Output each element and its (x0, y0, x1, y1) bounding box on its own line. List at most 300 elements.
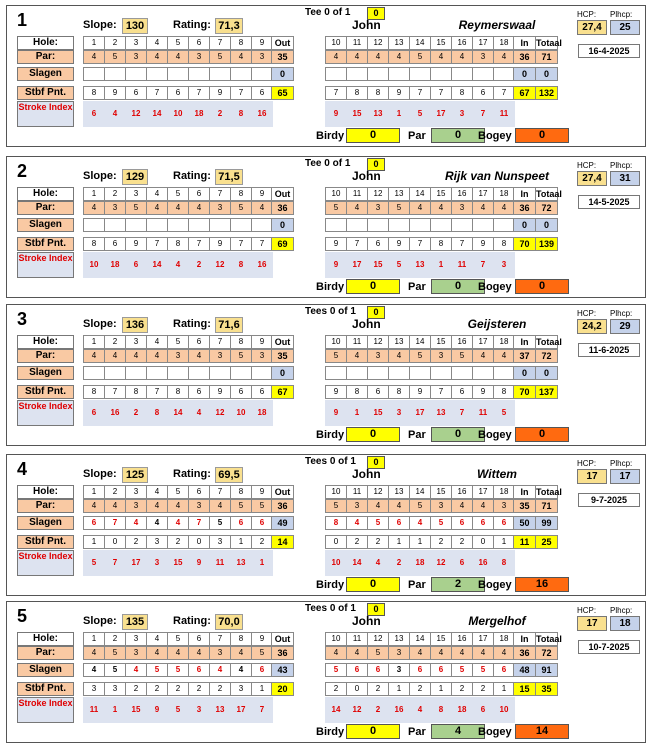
si-back-cell: 11 (493, 101, 515, 127)
slagen-in: 50 (513, 516, 536, 530)
hole-back-cell: 11 (346, 187, 368, 201)
hole-front-cell: 4 (146, 36, 168, 50)
stbf-back-cell: 6 (367, 237, 389, 251)
hole-front-cell: 9 (251, 36, 273, 50)
slagen-input-front-cell[interactable]: 4 (230, 663, 252, 677)
bogey-count: 0 (515, 427, 569, 442)
bogey-label: Bogey (478, 429, 512, 441)
slagen-input-back-cell[interactable] (409, 366, 431, 380)
slagen-input-front-cell[interactable]: 5 (146, 663, 168, 677)
hole-front-cell: 1 (83, 36, 105, 50)
si-back-cell: 17 (430, 101, 452, 127)
slagen-input-back-cell[interactable] (325, 218, 347, 232)
slagen-input-front-cell[interactable]: 4 (209, 663, 231, 677)
slagen-input-back-cell[interactable] (388, 366, 410, 380)
slagen-input-front-cell[interactable]: 6 (83, 516, 105, 530)
hole-front-cell: 3 (125, 485, 147, 499)
slagen-input-front-cell[interactable] (146, 366, 168, 380)
slagen-input-front-cell[interactable] (251, 67, 273, 81)
stbf-front-cell: 3 (104, 682, 126, 696)
par-front-cell: 5 (230, 201, 252, 215)
stbf-front-cell: 2 (167, 535, 189, 549)
slagen-input-back-cell[interactable] (346, 366, 368, 380)
slagen-input-back-cell[interactable]: 6 (346, 663, 368, 677)
si-front (83, 101, 273, 127)
slagen-input-back-cell[interactable] (472, 218, 494, 232)
si-front-cell: 2 (188, 252, 210, 278)
slagen-input-back-cell[interactable]: 6 (430, 663, 452, 677)
si-back (325, 252, 515, 278)
si-back-cell: 14 (325, 697, 347, 723)
hole-back-cell: 17 (472, 187, 494, 201)
par-front-cell: 3 (209, 349, 231, 363)
hole-back-cell: 15 (430, 632, 452, 646)
course-name: Mergelhof (468, 614, 526, 628)
slagen-input-back-cell[interactable] (430, 366, 452, 380)
slagen-input-back (325, 366, 515, 380)
si-front-cell: 13 (230, 550, 252, 576)
slagen-input-back-cell[interactable] (451, 366, 473, 380)
bogey-count: 0 (515, 279, 569, 294)
course-name: Wittem (477, 467, 517, 481)
tee-value: 0 (367, 306, 385, 319)
slagen-input-back-cell[interactable]: 5 (472, 663, 494, 677)
slagen-input-back-cell[interactable] (472, 366, 494, 380)
slagen-input-front-cell[interactable] (125, 67, 147, 81)
birdy-count: 0 (346, 427, 400, 442)
slagen-input-front-cell[interactable]: 4 (83, 663, 105, 677)
slagen-input-back-cell[interactable] (493, 366, 515, 380)
slagen-input-back-cell[interactable]: 4 (409, 516, 431, 530)
si-front-cell: 18 (251, 400, 273, 426)
si-back-cell: 17 (346, 252, 368, 278)
stbf-front-cell: 8 (167, 385, 189, 399)
slagen-input-front-cell[interactable] (251, 218, 273, 232)
slagen-input-back-cell[interactable]: 5 (451, 663, 473, 677)
par-back-cell: 4 (472, 349, 494, 363)
slagen-input-back-cell[interactable]: 3 (388, 663, 410, 677)
round-date: 11-6-2025 (578, 343, 640, 357)
totaal-label: Totaal (536, 634, 562, 644)
slagen-input-front-cell[interactable] (167, 218, 189, 232)
hole-front-cell: 5 (167, 632, 189, 646)
hole-front-cell: 4 (146, 335, 168, 349)
par-front (83, 349, 273, 363)
slagen-input-back-cell[interactable] (325, 366, 347, 380)
par-back-cell: 4 (325, 646, 347, 660)
slagen-input-front (83, 516, 273, 530)
si-front-cell: 10 (167, 101, 189, 127)
hole-front-cell: 8 (230, 36, 252, 50)
par-front-cell: 4 (146, 50, 168, 64)
si-back-cell: 15 (367, 252, 389, 278)
si-back-cell: 2 (367, 697, 389, 723)
stbf-back-cell: 1 (388, 535, 410, 549)
slagen-input-front (83, 218, 273, 232)
hole-back-cell: 10 (325, 632, 347, 646)
par-total: 72 (535, 201, 558, 215)
par-in: 37 (513, 349, 536, 363)
par-out: 35 (271, 349, 294, 363)
hole-back-cell: 11 (346, 485, 368, 499)
par-front-cell: 4 (230, 646, 252, 660)
slagen-input-back-cell[interactable] (493, 67, 515, 81)
bogey-label: Bogey (478, 130, 512, 142)
si-back-cell: 4 (367, 550, 389, 576)
slagen-input-back-cell[interactable] (451, 218, 473, 232)
slagen-input-back-cell[interactable]: 6 (493, 663, 515, 677)
par-back-cell: 3 (388, 646, 410, 660)
si-back-cell: 13 (409, 252, 431, 278)
hole-back-cell: 16 (451, 36, 473, 50)
stbf-back-cell: 1 (409, 535, 431, 549)
hcp-value: 17 (577, 616, 607, 631)
par-back-cell: 4 (346, 201, 368, 215)
slagen-input-front-cell[interactable] (188, 67, 210, 81)
par-front-cell: 4 (167, 50, 189, 64)
stbf-out: 69 (271, 237, 294, 251)
bogey-count: 0 (515, 128, 569, 143)
si-front-cell: 11 (209, 550, 231, 576)
hcp-label: HCP: (577, 309, 597, 318)
slagen-input-back-cell[interactable] (409, 67, 431, 81)
hole-back-cell: 16 (451, 335, 473, 349)
par-front (83, 201, 273, 215)
slagen-input-front-cell[interactable] (167, 366, 189, 380)
slagen-input-back-cell[interactable] (451, 67, 473, 81)
hole-row-label: Hole: (17, 485, 74, 499)
stbf-back-cell: 2 (367, 682, 389, 696)
stbf-back (325, 86, 515, 100)
slagen-input-front-cell[interactable] (188, 366, 210, 380)
par-back-cell: 4 (346, 646, 368, 660)
si-front-cell: 2 (125, 400, 147, 426)
hole-back-cell: 17 (472, 485, 494, 499)
slagen-input-front-cell[interactable] (209, 67, 231, 81)
in-label: In (513, 335, 536, 349)
slagen-input-back-cell[interactable]: 8 (325, 516, 347, 530)
hole-back-cell: 12 (367, 485, 389, 499)
hole-back-cell: 11 (346, 632, 368, 646)
stbf-front-cell: 3 (83, 682, 105, 696)
slagen-input-front-cell[interactable]: 6 (188, 663, 210, 677)
si-back-cell: 8 (430, 697, 452, 723)
slagen-input-front-cell[interactable] (146, 67, 168, 81)
hole-back-cell: 14 (409, 36, 431, 50)
slagen-input-front-cell[interactable]: 4 (167, 516, 189, 530)
hole-back-cell: 14 (409, 335, 431, 349)
par-stat-label: Par (408, 130, 426, 142)
slagen-input-front-cell[interactable]: 5 (209, 516, 231, 530)
hole-back-cell: 12 (367, 187, 389, 201)
slagen-input-front-cell[interactable]: 7 (104, 516, 126, 530)
hole-front-cell: 5 (167, 485, 189, 499)
si-back-cell: 18 (451, 697, 473, 723)
slagen-input-front-cell[interactable] (104, 218, 126, 232)
stbf-back-cell: 8 (493, 385, 515, 399)
slagen-in: 0 (513, 67, 536, 81)
birdy-label: Birdy (316, 579, 345, 591)
si-back-cell: 9 (325, 252, 347, 278)
in-label: In (513, 485, 536, 499)
stbf-front-cell: 7 (188, 86, 210, 100)
si-front-cell: 7 (251, 697, 273, 723)
par-back (325, 201, 515, 215)
slagen-input-front-cell[interactable] (83, 366, 105, 380)
slagen-input-back-cell[interactable]: 6 (409, 663, 431, 677)
round-date: 16-4-2025 (578, 44, 640, 58)
par-in: 35 (513, 499, 536, 513)
slagen-input-front-cell[interactable] (146, 218, 168, 232)
slagen-input-back-cell[interactable] (346, 218, 368, 232)
si-front-cell: 12 (209, 400, 231, 426)
si-back-cell: 12 (430, 550, 452, 576)
par-back-cell: 5 (451, 349, 473, 363)
par-in: 36 (513, 201, 536, 215)
slagen-input-back-cell[interactable]: 6 (472, 516, 494, 530)
stbf-back-cell: 6 (451, 385, 473, 399)
slagen-input-back-cell[interactable] (367, 67, 389, 81)
round-date: 9-7-2025 (578, 493, 640, 507)
hole-row-label: Hole: (17, 335, 74, 349)
hole-front (83, 485, 273, 499)
si-back-cell: 15 (346, 101, 368, 127)
slagen-input-back (325, 663, 515, 677)
slagen-input-back-cell[interactable]: 6 (493, 516, 515, 530)
slagen-input-back (325, 218, 515, 232)
slagen-input-front-cell[interactable]: 4 (125, 516, 147, 530)
par-back-cell: 5 (325, 201, 347, 215)
rating-label: Rating: (173, 468, 211, 480)
par-front-cell: 4 (125, 349, 147, 363)
hole-front-cell: 5 (167, 36, 189, 50)
stbf-front-cell: 3 (146, 535, 168, 549)
birdy-label: Birdy (316, 726, 345, 738)
si-front-cell: 7 (104, 550, 126, 576)
slagen-input-back-cell[interactable] (367, 218, 389, 232)
stbf-front-cell: 9 (209, 385, 231, 399)
slagen-input-back-cell[interactable]: 6 (367, 663, 389, 677)
hole-back-cell: 13 (388, 36, 410, 50)
hole-front-cell: 2 (104, 485, 126, 499)
round-number: 3 (17, 309, 28, 329)
round-number: 1 (17, 10, 28, 30)
stbf-out: 20 (271, 682, 294, 696)
stbf-row-label: Stbf Pnt. (17, 86, 74, 100)
par-back-cell: 4 (451, 646, 473, 660)
hole-front (83, 36, 273, 50)
slagen-input-front-cell[interactable] (104, 366, 126, 380)
out-label: Out (271, 335, 294, 349)
slagen-input-front-cell[interactable] (230, 366, 252, 380)
hole-front-cell: 4 (146, 485, 168, 499)
slagen-input-back-cell[interactable] (409, 218, 431, 232)
hole-back-cell: 12 (367, 335, 389, 349)
hole-front-cell: 6 (188, 335, 210, 349)
slagen-in: 48 (513, 663, 536, 677)
si-front-cell: 10 (83, 252, 105, 278)
stbf-out: 65 (271, 86, 294, 100)
slagen-input-back-cell[interactable] (325, 67, 347, 81)
par-front-cell: 4 (230, 50, 252, 64)
si-back-cell: 3 (451, 101, 473, 127)
par-count: 0 (431, 427, 485, 442)
hole-back (325, 36, 515, 50)
stbf-back-cell: 8 (493, 237, 515, 251)
stbf-row-label: Stbf Pnt. (17, 237, 74, 251)
si-back-cell: 10 (493, 697, 515, 723)
slope-value: 130 (122, 18, 148, 34)
slagen-input-back-cell[interactable] (430, 67, 452, 81)
in-label: In (513, 187, 536, 201)
par-total: 72 (535, 349, 558, 363)
slope-value: 135 (122, 614, 148, 630)
slagen-input-back-cell[interactable]: 5 (367, 516, 389, 530)
hcp-label: HCP: (577, 10, 597, 19)
stbf-in: 15 (513, 682, 536, 696)
stroke-index-row-label: Stroke Index (17, 550, 74, 576)
slagen-input-front (83, 67, 273, 81)
stbf-front-cell: 1 (251, 682, 273, 696)
par-front-cell: 4 (146, 499, 168, 513)
slagen-input-front-cell[interactable]: 7 (188, 516, 210, 530)
par-in: 36 (513, 646, 536, 660)
stbf-back (325, 385, 515, 399)
par-stat-label: Par (408, 726, 426, 738)
stroke-index-row-label: Stroke Index (17, 400, 74, 426)
slagen-input-front-cell[interactable] (251, 366, 273, 380)
par-back-cell: 5 (409, 50, 431, 64)
stroke-index-row-label: Stroke Index (17, 252, 74, 278)
slagen-input-front-cell[interactable]: 6 (251, 516, 273, 530)
slagen-input-back-cell[interactable]: 6 (451, 516, 473, 530)
si-front-cell: 14 (146, 101, 168, 127)
slagen-input-front-cell[interactable] (230, 218, 252, 232)
slagen-input-back-cell[interactable] (367, 366, 389, 380)
slagen-input-front-cell[interactable] (83, 218, 105, 232)
par-front-cell: 5 (125, 201, 147, 215)
hole-back-cell: 18 (493, 36, 515, 50)
stbf-out: 14 (271, 535, 294, 549)
stbf-front-cell: 7 (104, 385, 126, 399)
slagen-input-front-cell[interactable] (83, 67, 105, 81)
player-name: John (352, 317, 381, 331)
par-stat-label: Par (408, 429, 426, 441)
slagen-row-label: Slagen (17, 67, 74, 81)
slagen-input-back-cell[interactable] (388, 67, 410, 81)
slagen-input-front-cell[interactable] (230, 67, 252, 81)
slagen-input-back-cell[interactable] (472, 67, 494, 81)
hole-front-cell: 9 (251, 485, 273, 499)
stbf-out: 67 (271, 385, 294, 399)
rating-label: Rating: (173, 19, 211, 31)
slagen-input-front-cell[interactable] (125, 218, 147, 232)
hole-front-cell: 3 (125, 187, 147, 201)
hole-front-cell: 3 (125, 36, 147, 50)
round-date: 14-5-2025 (578, 195, 640, 209)
si-back (325, 697, 515, 723)
slagen-input-front-cell[interactable] (104, 67, 126, 81)
slagen-input-back-cell[interactable] (493, 218, 515, 232)
par-front-cell: 5 (230, 349, 252, 363)
stbf-front-cell: 8 (125, 385, 147, 399)
stbf-front-cell: 9 (209, 86, 231, 100)
slope-label: Slope: (83, 170, 117, 182)
hole-back (325, 335, 515, 349)
slagen-input-front-cell[interactable] (209, 366, 231, 380)
hole-front-cell: 6 (188, 187, 210, 201)
slagen-input-front-cell[interactable]: 6 (230, 516, 252, 530)
par-total: 72 (535, 646, 558, 660)
par-stat-label: Par (408, 579, 426, 591)
par-front-cell: 5 (104, 646, 126, 660)
stbf-total: 35 (535, 682, 558, 696)
slagen-input-back-cell[interactable] (430, 218, 452, 232)
hcp-label: HCP: (577, 606, 597, 615)
slagen-input-back-cell[interactable] (388, 218, 410, 232)
slagen-input-front-cell[interactable] (188, 218, 210, 232)
slagen-input-front-cell[interactable] (209, 218, 231, 232)
par-front-cell: 4 (251, 201, 273, 215)
slagen-input-back-cell[interactable]: 4 (346, 516, 368, 530)
par-front-cell: 3 (251, 50, 273, 64)
slagen-input-back-cell[interactable]: 6 (388, 516, 410, 530)
hole-front-cell: 2 (104, 335, 126, 349)
par-front-cell: 3 (251, 349, 273, 363)
bogey-count: 14 (515, 724, 569, 739)
stbf-front-cell: 7 (230, 86, 252, 100)
bogey-label: Bogey (478, 579, 512, 591)
slagen-input-front-cell[interactable] (125, 366, 147, 380)
si-front-cell: 14 (167, 400, 189, 426)
stbf-back-cell: 9 (325, 385, 347, 399)
hole-back-cell: 13 (388, 335, 410, 349)
par-back-cell: 4 (346, 50, 368, 64)
slagen-input-front-cell[interactable] (167, 67, 189, 81)
slagen-input-front-cell[interactable]: 5 (104, 663, 126, 677)
stbf-back-cell: 7 (430, 86, 452, 100)
stbf-back-cell: 9 (388, 86, 410, 100)
par-back (325, 646, 515, 660)
si-front-cell: 5 (83, 550, 105, 576)
slagen-input-back-cell[interactable]: 5 (430, 516, 452, 530)
par-front (83, 646, 273, 660)
hole-front (83, 187, 273, 201)
stbf-back-cell: 2 (472, 682, 494, 696)
slagen-input-front-cell[interactable]: 4 (125, 663, 147, 677)
stbf-total: 25 (535, 535, 558, 549)
birdy-label: Birdy (316, 429, 345, 441)
si-front (83, 400, 273, 426)
slagen-input-back-cell[interactable] (346, 67, 368, 81)
stbf-front-cell: 0 (188, 535, 210, 549)
par-front-cell: 3 (188, 50, 210, 64)
slagen-input-front-cell[interactable]: 4 (146, 516, 168, 530)
par-out: 36 (271, 646, 294, 660)
slagen-input-front-cell[interactable]: 6 (251, 663, 273, 677)
slope-label: Slope: (83, 615, 117, 627)
hole-front-cell: 7 (209, 187, 231, 201)
stbf-front-cell: 7 (146, 86, 168, 100)
par-in: 36 (513, 50, 536, 64)
slagen-input-front-cell[interactable]: 5 (167, 663, 189, 677)
par-back (325, 349, 515, 363)
totaal-label: Totaal (536, 337, 562, 347)
par-back-cell: 4 (430, 201, 452, 215)
slope-label: Slope: (83, 318, 117, 330)
slagen-input-back-cell[interactable]: 5 (325, 663, 347, 677)
par-total: 71 (535, 499, 558, 513)
